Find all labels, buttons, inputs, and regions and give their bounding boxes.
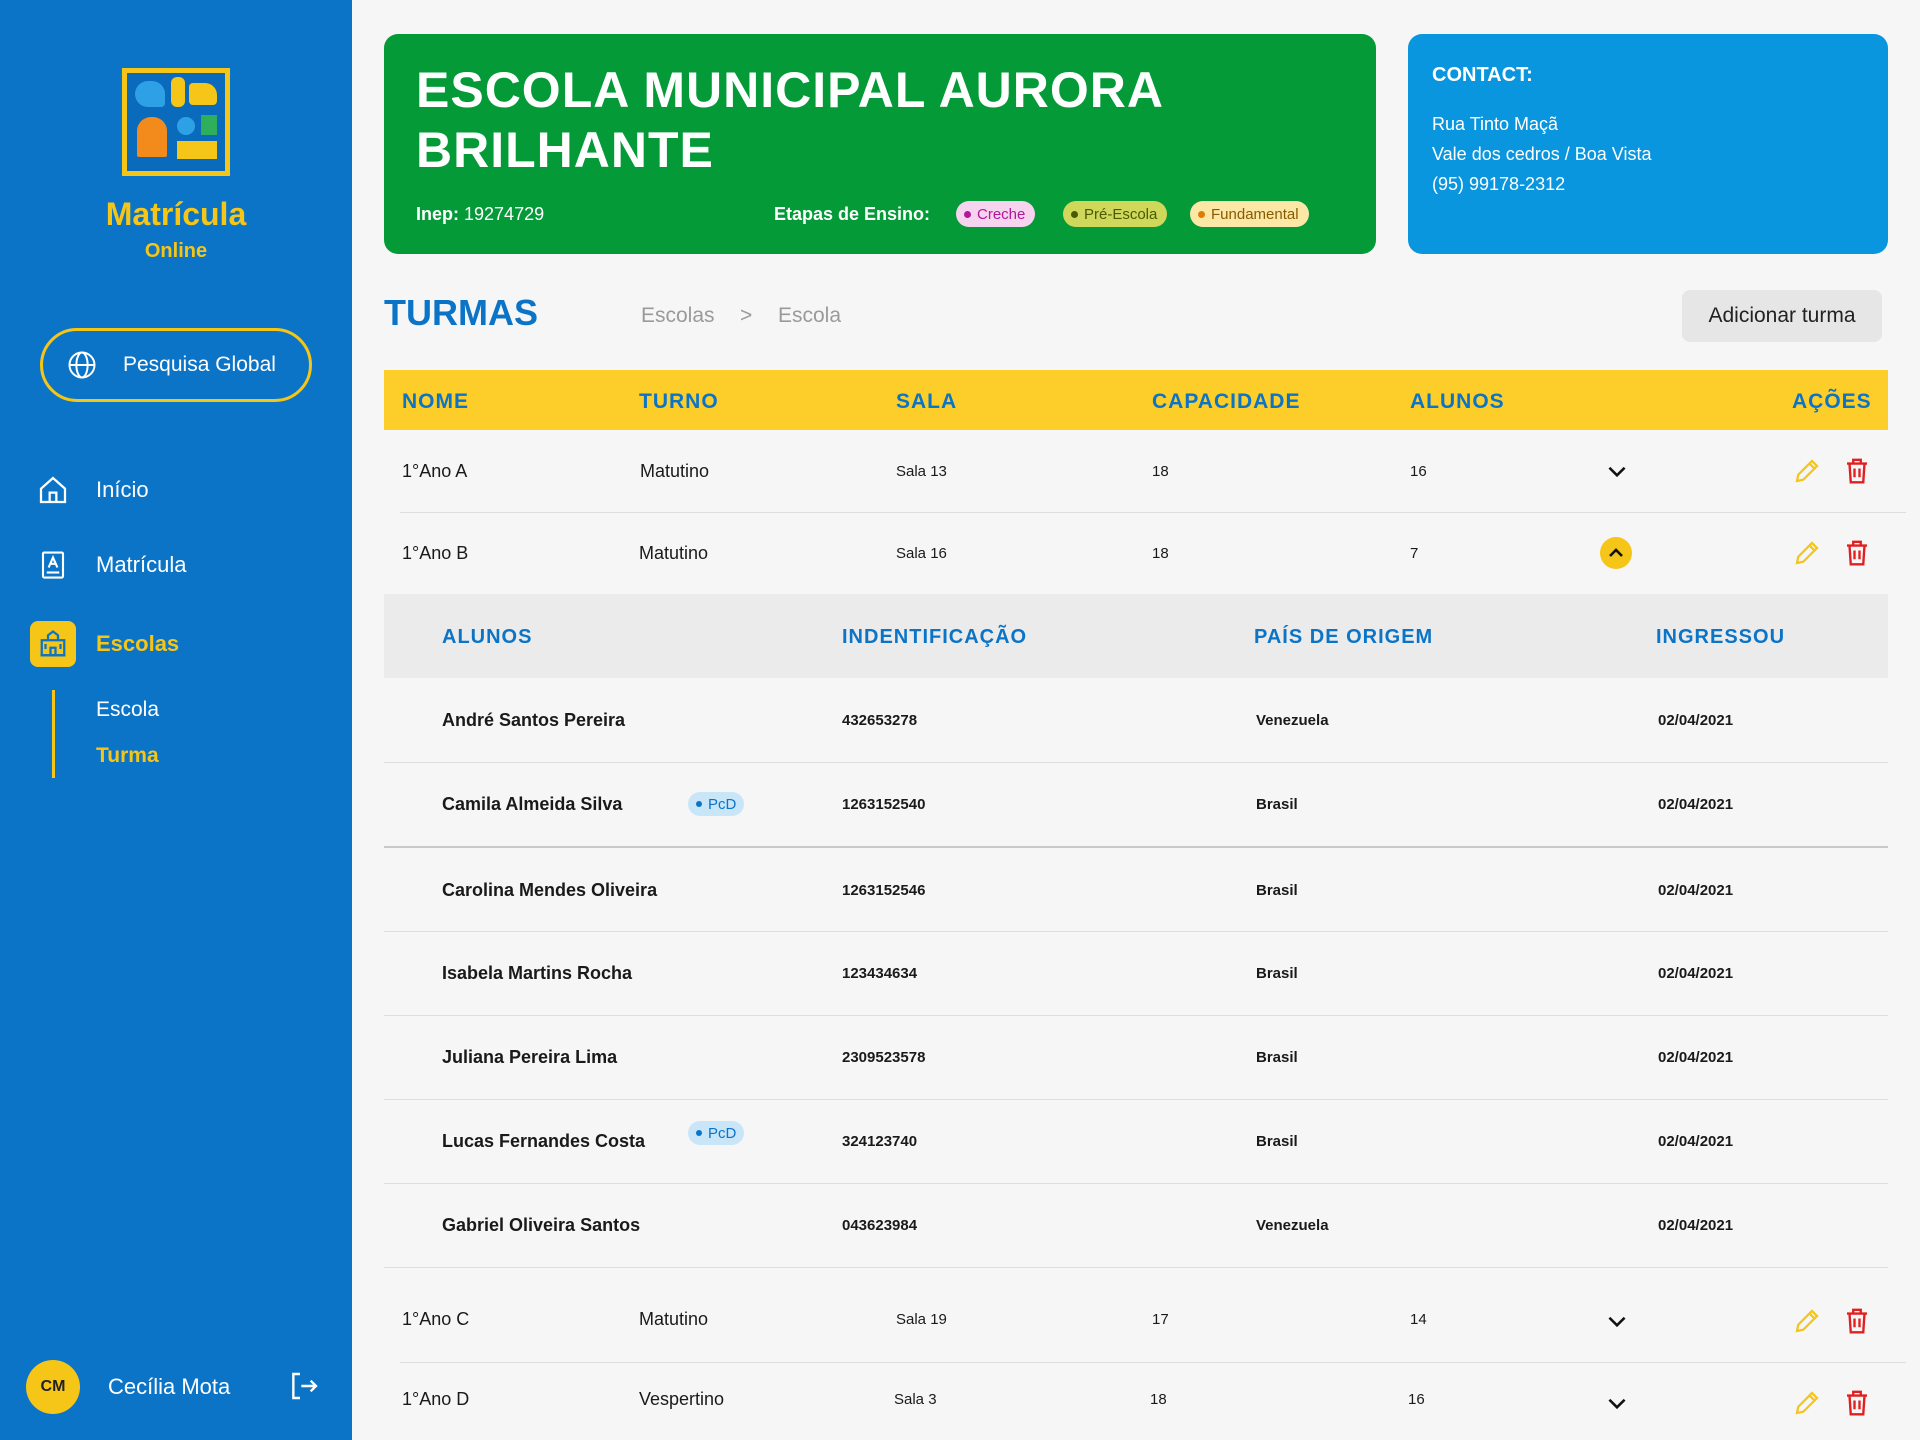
inep-label: Inep: [416, 204, 459, 224]
inep [416, 204, 544, 225]
page-title: TURMAS [384, 292, 538, 333]
etapa-badge-fundamental [1190, 201, 1309, 227]
student-id: 1263152540 [842, 795, 926, 813]
contact-address: Rua Tinto Maçã [1432, 114, 1559, 134]
turmas-table-header [384, 370, 1888, 430]
edit-icon[interactable] [1792, 1388, 1822, 1418]
nav-item-label: Escolas [96, 631, 180, 656]
column-header-alunos: ALUNOS [1410, 390, 1505, 413]
etapa-label: Pré-Escola [1084, 205, 1158, 223]
cell-alunos: 16 [1410, 462, 1427, 480]
list-item [384, 762, 1888, 846]
cell-alunos: 7 [1410, 544, 1419, 562]
cell-sala: Sala 3 [894, 1390, 937, 1408]
etapa-label: Fundamental [1211, 205, 1299, 223]
student-date: 02/04/2021 [1658, 711, 1734, 729]
avatar: CM [26, 1360, 80, 1414]
list-item [384, 848, 1888, 932]
add-turma-button[interactable]: Adicionar turma [1682, 290, 1882, 342]
column-header-nome: NOME [402, 390, 469, 413]
cell-nome: 1°Ano D [402, 1388, 470, 1409]
student-name: Lucas Fernandes Costa [442, 1130, 646, 1151]
global-search-label: Pesquisa Global [123, 353, 276, 376]
user-profile[interactable] [26, 1360, 230, 1414]
list-item [384, 1099, 1888, 1183]
student-country: Brasil [1256, 1132, 1298, 1150]
list-item [384, 1015, 1888, 1099]
student-date: 02/04/2021 [1658, 964, 1734, 982]
nav-item-label: Início [96, 477, 149, 502]
student-id: 1263152546 [842, 881, 926, 899]
chevron-down-icon[interactable] [1604, 1308, 1630, 1334]
column-header-acoes: AÇÕES [1792, 390, 1872, 413]
cell-capacidade: 18 [1150, 1390, 1167, 1408]
student-country: Brasil [1256, 964, 1298, 982]
delete-icon[interactable] [1842, 456, 1872, 486]
subnav-item-turma[interactable]: Turma [96, 744, 159, 767]
cell-sala: Sala 19 [896, 1310, 947, 1328]
table-row [384, 1358, 1888, 1440]
etapas-label: Etapas de Ensino: [774, 204, 931, 224]
student-country: Venezuela [1256, 711, 1329, 729]
subnav-indicator [52, 690, 55, 778]
student-country: Brasil [1256, 881, 1298, 899]
chevron-down-icon[interactable] [1604, 458, 1630, 484]
cell-capacidade: 17 [1152, 1310, 1169, 1328]
cell-nome: 1°Ano B [402, 542, 469, 563]
student-id: 043623984 [842, 1216, 918, 1234]
breadcrumb-escola[interactable]: Escola [778, 304, 842, 327]
column-header-pais: PAÍS DE ORIGEM [1254, 626, 1434, 648]
student-name: Camila Almeida Silva [442, 793, 623, 814]
list-item [384, 678, 1888, 762]
cell-turno: Matutino [640, 460, 710, 481]
cell-turno: Matutino [639, 542, 709, 563]
list-item [384, 1183, 1888, 1267]
student-date: 02/04/2021 [1658, 1048, 1734, 1066]
student-id: 2309523578 [842, 1048, 926, 1066]
enrollment-icon [30, 542, 76, 588]
edit-icon[interactable] [1792, 456, 1822, 486]
cell-nome: 1°Ano A [402, 460, 468, 481]
student-name: Carolina Mendes Oliveira [442, 879, 658, 900]
student-date: 02/04/2021 [1658, 795, 1734, 813]
brand-name: Matrícula [105, 196, 247, 232]
school-card [384, 34, 1376, 254]
students-table-header [384, 594, 1888, 678]
edit-icon[interactable] [1792, 538, 1822, 568]
chevron-down-icon[interactable] [1604, 1390, 1630, 1416]
contact-phone: (95) 99178-2312 [1432, 174, 1566, 194]
breadcrumb-separator: > [740, 304, 753, 327]
column-header-ingressou: INGRESSOU [1656, 626, 1786, 648]
cell-turno: Matutino [639, 1308, 709, 1329]
cell-alunos: 16 [1408, 1390, 1425, 1408]
app-logo [122, 68, 230, 176]
student-date: 02/04/2021 [1658, 1216, 1734, 1234]
student-name: Gabriel Oliveira Santos [442, 1214, 641, 1235]
delete-icon[interactable] [1842, 1306, 1872, 1336]
table-row [384, 512, 1888, 594]
pcd-badge [688, 792, 744, 816]
column-header-identificacao: INDENTIFICAÇÃO [842, 626, 1028, 648]
etapa-badge-pre-escola [1063, 201, 1167, 227]
logout-icon[interactable] [288, 1370, 320, 1407]
delete-icon[interactable] [1842, 1388, 1872, 1418]
inep-value: 19274729 [464, 204, 545, 224]
school-name: ESCOLA MUNICIPAL AURORA BRILHANTE [416, 62, 1163, 178]
table-row [384, 1278, 1888, 1360]
column-header-alunos: ALUNOS [442, 626, 533, 648]
etapa-badge-creche [956, 201, 1035, 227]
edit-icon[interactable] [1792, 1306, 1822, 1336]
cell-turno: Vespertino [639, 1388, 725, 1409]
brand-subtitle: Online [144, 240, 208, 262]
student-name: André Santos Pereira [442, 709, 626, 730]
nav-item-matricula[interactable] [30, 541, 186, 589]
column-header-capacidade: CAPACIDADE [1152, 390, 1301, 413]
delete-icon[interactable] [1842, 538, 1872, 568]
cell-alunos: 14 [1410, 1310, 1427, 1328]
nav-item-escolas[interactable] [30, 620, 179, 668]
user-name: Cecília Mota [108, 1374, 231, 1399]
chevron-up-icon[interactable] [1600, 537, 1632, 569]
contact-city: Vale dos cedros / Boa Vista [1432, 144, 1652, 164]
student-id: 432653278 [842, 711, 918, 729]
cell-capacidade: 18 [1152, 462, 1169, 480]
table-row [384, 430, 1888, 512]
cell-sala: Sala 16 [896, 544, 947, 562]
contact-title: CONTACT: [1432, 64, 1533, 86]
student-country: Brasil [1256, 795, 1298, 813]
pcd-badge [688, 1121, 744, 1145]
contact-card [1408, 34, 1888, 254]
cell-sala: Sala 13 [896, 462, 947, 480]
student-country: Venezuela [1256, 1216, 1329, 1234]
cell-capacidade: 18 [1152, 544, 1169, 562]
row-divider [384, 1267, 1888, 1268]
student-id: 123434634 [842, 964, 918, 982]
globe-icon [67, 350, 97, 380]
nav-item-label: Matrícula [96, 552, 187, 577]
student-country: Brasil [1256, 1048, 1298, 1066]
pcd-label: PcD [708, 1124, 737, 1142]
nav-item-inicio[interactable] [30, 466, 149, 514]
student-date: 02/04/2021 [1658, 881, 1734, 899]
subnav-item-escola[interactable]: Escola [96, 698, 160, 721]
column-header-sala: SALA [896, 390, 958, 413]
school-icon [30, 621, 76, 667]
student-name: Isabela Martins Rocha [442, 962, 633, 983]
column-header-turno: TURNO [639, 390, 719, 413]
pcd-label: PcD [708, 795, 737, 813]
student-name: Juliana Pereira Lima [442, 1046, 618, 1067]
home-icon [30, 467, 76, 513]
student-date: 02/04/2021 [1658, 1132, 1734, 1150]
etapa-label: Creche [977, 205, 1026, 223]
breadcrumb-escolas[interactable]: Escolas [641, 304, 715, 327]
global-search-button[interactable] [40, 328, 312, 402]
cell-nome: 1°Ano C [402, 1308, 470, 1329]
sidebar [0, 0, 352, 1440]
list-item [384, 931, 1888, 1015]
student-id: 324123740 [842, 1132, 918, 1150]
